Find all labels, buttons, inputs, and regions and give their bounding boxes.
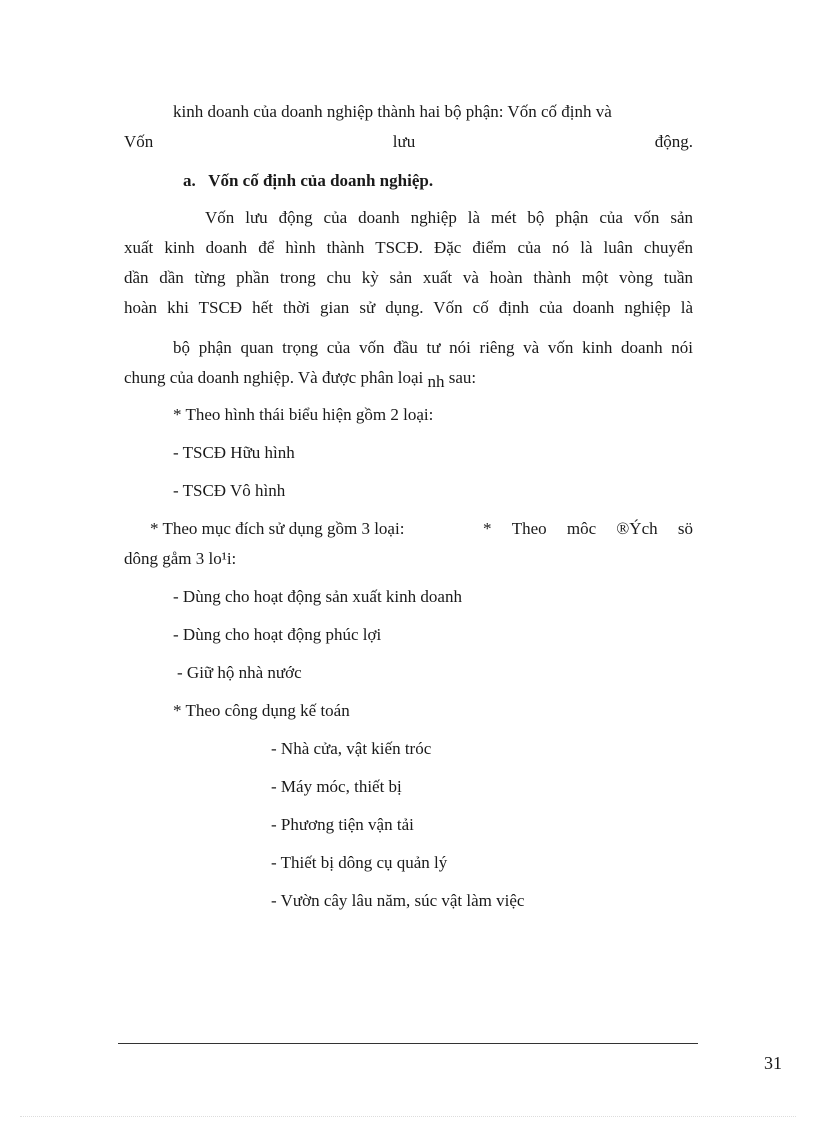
page-number: 31: [764, 1053, 782, 1073]
text-segment: sau:: [448, 368, 477, 387]
text-segment: ®Ých: [616, 519, 658, 538]
list-item: - Thiết bị dông cụ quản lý: [271, 853, 448, 872]
text-line: [124, 131, 693, 153]
list-item: - Giữ hộ nhà nước: [177, 663, 302, 682]
heading-number: a.: [183, 171, 196, 190]
text-line: [124, 367, 476, 389]
section-heading: [183, 170, 433, 192]
text-line: dông gåm 3 lo¹i:: [124, 549, 237, 568]
text-line: dần dần từng phần trong chu kỳ sản xuất và hoàn thành một vòng tuần: [124, 268, 693, 287]
text-segment: lưu: [392, 132, 416, 151]
text-line: hoàn khi TSCĐ hết thời gian sử dụng. Vốn cố định của doanh nghiệp là: [124, 298, 693, 317]
list-item: - Máy móc, thiết bị: [271, 777, 402, 796]
list-item: - Dùng cho hoạt động sản xuất kinh doanh: [173, 587, 462, 606]
list-item: * Theo mục đích sử dụng gồm 3 loại:: [150, 519, 405, 538]
text-line: bộ phận quan trọng của vốn đầu tư nói riêng và vốn kinh doanh nói: [173, 338, 693, 357]
text-segment: *: [483, 519, 492, 538]
list-item: * Theo công dụng kế toán: [173, 701, 350, 720]
list-item: - TSCĐ Vô hình: [173, 481, 286, 500]
list-item: - Vườn cây lâu năm, súc vật làm việc: [271, 891, 525, 910]
text-segment: môc: [566, 519, 597, 538]
text-line: [173, 101, 693, 123]
list-item: * Theo hình thái biểu hiện gồm 2 loại:: [173, 405, 434, 424]
page-edge-dotted-line: [20, 1116, 796, 1117]
text-segment: kinh doanh của doanh nghiệp thành hai bộ phận: Vốn cố định và: [173, 102, 612, 121]
list-item: - TSCĐ Hữu hình: [173, 443, 295, 462]
text-segment: động.: [654, 132, 693, 151]
list-item: - Phương tiện vận tải: [271, 815, 414, 834]
text-line: [483, 518, 693, 540]
text-segment: Theo: [511, 519, 547, 538]
text-segment: nh: [427, 372, 445, 391]
list-item: - Nhà cửa, vật kiến tróc: [271, 739, 432, 758]
text-segment: chung của doanh nghiệp. Và được phân loại: [124, 368, 424, 387]
heading-text: Vốn cố định của doanh nghiệp.: [208, 171, 434, 190]
list-item: - Dùng cho hoạt động phúc lợi: [173, 625, 382, 644]
text-segment: Vốn: [124, 132, 154, 151]
text-line: xuất kinh doanh để hình thành TSCĐ. Đặc điểm của nó là luân chuyển: [124, 238, 693, 257]
text-line: Vốn lưu động của doanh nghiệp là mét bộ phận của vốn sản: [205, 208, 693, 227]
text-segment: sö: [677, 519, 693, 538]
footer-rule: [118, 1043, 698, 1044]
